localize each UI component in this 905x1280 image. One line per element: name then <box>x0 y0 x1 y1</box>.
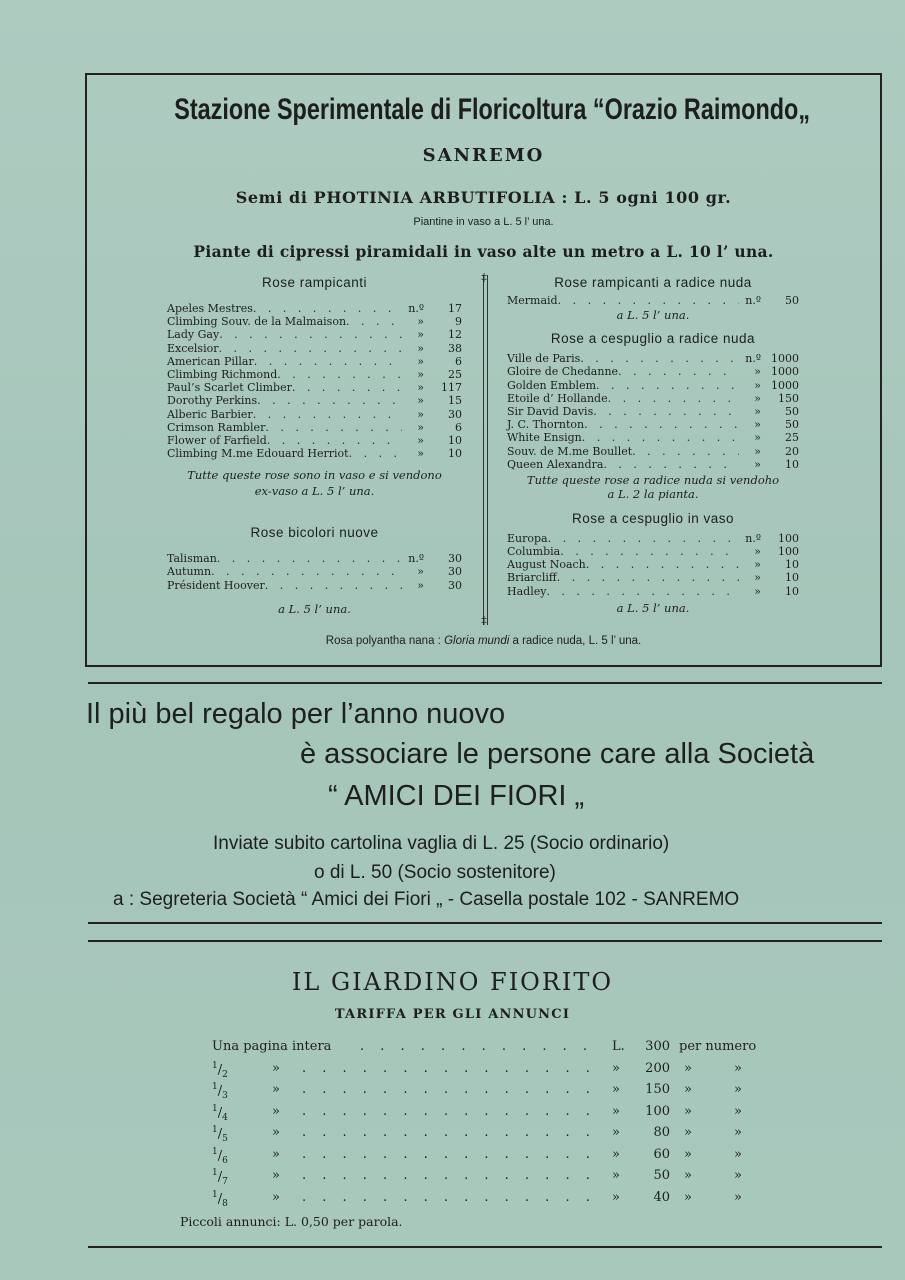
ditto-mark: » <box>272 1082 280 1097</box>
tariff-row <box>212 1104 772 1122</box>
rose-name: White Ensign <box>507 431 582 445</box>
ditto-mark: » <box>272 1103 280 1119</box>
gift-line-2: è associare le persone care alla Società <box>300 738 815 770</box>
leader-dots <box>632 445 739 458</box>
section-rule <box>88 682 882 684</box>
tariff-size-label: $^1/_7$ <box>212 1168 228 1187</box>
ditto-mark: » <box>734 1189 742 1205</box>
list-item <box>167 381 462 394</box>
rose-name: Mermaid <box>507 294 558 307</box>
unit-label: » <box>754 584 761 598</box>
quantity: 150 <box>778 391 799 405</box>
unit-label: » <box>754 404 761 418</box>
ditto-mark: » <box>684 1103 692 1119</box>
pot-bush-note: a L. 5 l’ una. <box>616 600 690 615</box>
quantity: 6 <box>455 354 462 368</box>
list-item <box>167 408 462 421</box>
leader-dots <box>580 352 739 365</box>
ditto-mark: » <box>734 1125 742 1140</box>
tariff-size-label: Una pagina intera <box>212 1039 332 1054</box>
quantity: 50 <box>785 294 799 307</box>
leader-dots <box>219 328 402 341</box>
ditto-mark: » <box>272 1168 280 1183</box>
rose-name: Crimson Rambler <box>167 420 266 434</box>
unit-label: » <box>417 447 424 461</box>
tariff-row <box>212 1168 772 1186</box>
leader-dots <box>253 408 402 421</box>
fraction-denominator: 2 <box>222 1069 228 1080</box>
rose-name: Alberic Barbier <box>167 407 253 421</box>
tariff-row <box>212 1190 772 1208</box>
leader-dots <box>302 1082 602 1097</box>
quantity: 10 <box>785 571 799 585</box>
unit-label: » <box>754 378 761 392</box>
leader-dots <box>360 1039 602 1054</box>
note-line: Tutte queste rose a radice nuda si vendoho <box>526 472 780 487</box>
note-line: a L. 2 la pianta. <box>607 486 699 501</box>
unit-label: » <box>754 418 761 432</box>
rose-name: Gloire de Chedanne <box>507 365 619 379</box>
rose-name: Ville de Paris <box>507 352 581 366</box>
leader-dots <box>586 558 739 571</box>
list-item <box>167 342 462 355</box>
leader-dots <box>546 585 739 598</box>
quantity: 10 <box>785 584 799 598</box>
column-divider <box>481 271 488 627</box>
list-item <box>167 447 462 460</box>
left-column <box>167 275 462 617</box>
currency-label: » <box>612 1189 620 1205</box>
quantity: 1000 <box>771 378 799 392</box>
fraction-denominator: 5 <box>222 1133 228 1144</box>
rose-name: Queen Alexandra <box>507 457 604 471</box>
climbing-roses-list <box>167 302 462 460</box>
leader-dots <box>608 392 739 405</box>
quantity: 25 <box>448 367 462 381</box>
leader-dots <box>560 545 739 558</box>
fraction-numerator: 1 <box>212 1103 218 1114</box>
rose-name: Apeles Mestres <box>167 302 253 315</box>
price: 100 <box>645 1103 670 1119</box>
rose-name: Excelsior <box>167 341 219 355</box>
price: 40 <box>653 1189 670 1205</box>
rose-name: Climbing M.me Edouard Herriot <box>167 447 349 461</box>
list-item <box>167 421 462 434</box>
floriculture-ad-box <box>85 73 882 667</box>
list-item <box>507 558 799 571</box>
leader-dots <box>618 365 739 378</box>
rose-name: Europa <box>507 531 548 545</box>
currency-label: » <box>612 1125 620 1140</box>
rose-name: August Noach <box>507 558 586 572</box>
small-ads-line: Piccoli annunci: L. 0,50 per parola. <box>180 1214 403 1229</box>
fraction-numerator: 1 <box>212 1060 218 1071</box>
tariff-size-label: $^1/_5$ <box>212 1125 228 1144</box>
unit-label: » <box>417 341 424 355</box>
invite-line-1: Inviate subito cartolina vaglia di L. 25 (Socio ordinario) <box>213 833 670 854</box>
leader-dots <box>302 1125 602 1140</box>
quantity: 1000 <box>771 352 799 366</box>
invite-address: a : Segreteria Società “ Amici dei Fiori „ - Casella postale 102 - SANREMO <box>113 889 740 910</box>
quantity: 20 <box>785 444 799 458</box>
list-item <box>167 565 462 578</box>
leader-dots <box>217 552 402 565</box>
rose-name: Golden Emblem <box>507 378 597 392</box>
quantity: 12 <box>448 328 462 342</box>
rose-name: American Pillar <box>167 354 254 368</box>
leader-dots <box>557 571 739 584</box>
leader-dots <box>596 379 739 392</box>
leader-dots <box>302 1061 602 1076</box>
leader-dots <box>582 431 739 444</box>
note-line: ex-vaso a L. 5 l’ una. <box>254 484 375 499</box>
bare-climbing-note: a L. 5 l’ una. <box>616 308 690 323</box>
leader-dots <box>302 1190 602 1205</box>
quantity: 6 <box>455 420 462 434</box>
leader-dots <box>558 294 739 307</box>
per-issue-label: per numero <box>679 1039 757 1054</box>
price: 80 <box>653 1125 670 1140</box>
leader-dots <box>603 458 739 471</box>
list-item <box>167 302 462 315</box>
price: 50 <box>653 1168 670 1183</box>
leader-dots <box>548 532 739 545</box>
fraction-denominator: 3 <box>222 1090 228 1101</box>
fraction-denominator: 8 <box>222 1198 228 1209</box>
quantity: 50 <box>785 404 799 418</box>
unit-label: » <box>417 367 424 381</box>
rose-name: Talisman <box>167 552 217 566</box>
polyantha-prefix: Rosa polyantha nana : <box>325 635 441 647</box>
list-item <box>167 315 462 328</box>
quantity: 9 <box>455 315 462 329</box>
fraction-numerator: 1 <box>212 1146 218 1157</box>
list-item <box>507 545 799 558</box>
bare-bush-heading: Rose a cespuglio a radice nuda <box>550 331 756 347</box>
tariff-size-label: $^1/_4$ <box>212 1103 228 1123</box>
leader-dots <box>254 355 402 368</box>
ditto-mark: » <box>734 1082 742 1097</box>
unit-label: » <box>417 315 424 329</box>
bare-bush-list <box>507 352 799 471</box>
list-item <box>507 352 799 365</box>
ditto-mark: » <box>684 1125 692 1140</box>
bare-climbing-heading: Rose rampicanti a radice nuda <box>554 275 752 290</box>
rose-name: Président Hoover <box>167 578 265 592</box>
list-item <box>507 458 799 471</box>
climbing-roses-note <box>167 467 462 499</box>
leader-dots <box>253 302 402 315</box>
quantity: 100 <box>778 545 799 559</box>
unit-label: » <box>754 444 761 458</box>
list-item <box>507 585 799 598</box>
ditto-mark: » <box>734 1168 742 1183</box>
quantity: 38 <box>448 341 462 355</box>
section-rule <box>88 940 882 942</box>
ad-title: Stazione Sperimentale di Floricoltura “Orazio Raimondo„ <box>174 93 811 126</box>
ornament-icon: ‡ <box>481 271 487 284</box>
polyantha-suffix: a radice nuda, L. 5 l’ una. <box>512 635 642 647</box>
quantity: 10 <box>785 558 799 572</box>
polyantha-name: Gloria mundi <box>444 635 510 647</box>
ditto-mark: » <box>272 1146 280 1162</box>
ditto-mark: » <box>734 1146 742 1162</box>
quantity: 10 <box>448 447 462 461</box>
list-item <box>507 294 799 307</box>
list-item <box>167 355 462 368</box>
tariff-row <box>212 1039 772 1057</box>
tariff-subtitle: TARIFFA PER GLI ANNUNCI <box>334 1007 571 1022</box>
ditto-mark: » <box>684 1146 692 1162</box>
rose-name: Hadley <box>507 584 547 598</box>
unit-label: n.º <box>745 352 761 366</box>
ditto-mark: » <box>684 1189 692 1205</box>
ditto-mark: » <box>684 1082 692 1097</box>
leader-dots <box>302 1147 602 1162</box>
list-item <box>167 368 462 381</box>
quantity: 50 <box>785 418 799 432</box>
magazine-title: IL GIARDINO FIORITO <box>291 968 614 996</box>
list-item <box>507 418 799 431</box>
price: 150 <box>645 1082 670 1097</box>
unit-label: n.º <box>745 531 761 545</box>
tariff-row <box>212 1082 772 1100</box>
tariff-row <box>212 1147 772 1165</box>
quantity: 30 <box>448 552 462 566</box>
list-item <box>167 394 462 407</box>
list-item <box>167 328 462 341</box>
unit-label: n.º <box>408 552 424 566</box>
quantity: 10 <box>785 457 799 471</box>
rose-name: Paul’s Scarlet Climber <box>167 381 292 395</box>
quantity: 15 <box>448 394 462 408</box>
leader-dots <box>267 434 402 447</box>
tariff-size-label: $^1/_3$ <box>212 1082 228 1101</box>
leader-dots <box>593 405 739 418</box>
leader-dots <box>584 418 739 431</box>
ditto-mark: » <box>272 1060 280 1076</box>
quantity: 30 <box>448 407 462 421</box>
ditto-mark: » <box>734 1060 742 1076</box>
fraction-numerator: 1 <box>212 1168 218 1178</box>
pot-bush-list <box>507 532 799 598</box>
fraction-denominator: 6 <box>222 1155 228 1166</box>
unit-label: n.º <box>408 302 424 315</box>
ad-city: SANREMO <box>422 145 545 166</box>
unit-label: » <box>417 407 424 421</box>
price: 300 <box>645 1039 670 1054</box>
bare-climbing-list <box>507 294 799 307</box>
leader-dots <box>265 579 402 592</box>
ornament-icon: ‡ <box>481 614 487 627</box>
leader-dots <box>257 394 402 407</box>
currency-label: » <box>612 1146 620 1162</box>
rose-name: Flower of Farfield <box>167 433 267 447</box>
rose-name: Lady Gay <box>167 328 220 342</box>
tariff-size-label: $^1/_8$ <box>212 1189 228 1209</box>
gift-line-1: Il più bel regalo per l’anno nuovo <box>86 698 506 730</box>
bicolor-roses-heading: Rose bicolori nuove <box>250 525 379 541</box>
fraction-numerator: 1 <box>212 1082 218 1092</box>
list-item <box>507 392 799 405</box>
leader-dots <box>302 1168 602 1183</box>
rose-name: Sir David Davis <box>507 404 594 418</box>
rose-name: Souv. de M.me Boullet <box>507 444 633 458</box>
polyantha-line <box>87 635 880 647</box>
leader-dots <box>265 421 402 434</box>
list-item <box>507 445 799 458</box>
ditto-mark: » <box>272 1125 280 1140</box>
quantity: 10 <box>448 433 462 447</box>
currency-label: » <box>612 1168 620 1183</box>
list-item <box>507 532 799 545</box>
rose-name: Climbing Richmond <box>167 367 278 381</box>
currency-label: » <box>612 1060 620 1076</box>
leader-dots <box>349 447 402 460</box>
list-item <box>167 434 462 447</box>
pot-bush-heading: Rose a cespuglio in vaso <box>571 510 735 526</box>
rose-name: Columbia <box>507 545 561 559</box>
tariff-size-label: $^1/_6$ <box>212 1146 228 1166</box>
unit-label: » <box>417 354 424 368</box>
fraction-numerator: 1 <box>212 1125 218 1135</box>
note-line: Tutte queste rose sono in vaso e si vendono <box>187 468 442 483</box>
leader-dots <box>292 381 402 394</box>
price: 60 <box>653 1146 670 1162</box>
rose-name: Autumn <box>167 565 212 579</box>
quantity: 100 <box>778 531 799 545</box>
list-item <box>507 571 799 584</box>
rose-name: J. C. Thornton <box>507 418 585 432</box>
section-rule <box>88 1246 882 1248</box>
society-name: “ AMICI DEI FIORI „ <box>328 780 585 812</box>
currency-label: L. <box>612 1039 625 1054</box>
fraction-denominator: 4 <box>222 1112 228 1123</box>
unit-label: » <box>417 578 424 592</box>
unit-label: » <box>754 571 761 585</box>
fraction-numerator: 1 <box>212 1189 218 1200</box>
unit-label: » <box>417 394 424 408</box>
list-item <box>507 365 799 378</box>
bicolor-roses-list <box>167 552 462 592</box>
rose-name: Dorothy Perkins <box>167 394 258 408</box>
unit-label: » <box>754 457 761 471</box>
unit-label: » <box>417 565 424 579</box>
list-item <box>167 552 462 565</box>
unit-label: » <box>417 381 424 395</box>
list-item <box>167 579 462 592</box>
bare-bush-note <box>507 473 799 501</box>
right-column <box>507 275 799 616</box>
unit-label: » <box>754 431 761 445</box>
quantity: 25 <box>785 431 799 445</box>
currency-label: » <box>612 1103 620 1119</box>
unit-label: » <box>417 433 424 447</box>
seeds-line: Semi di PHOTINIA ARBUTIFOLIA : L. 5 ogni 100 gr. <box>235 188 732 207</box>
tariff-size-label: $^1/_2$ <box>212 1060 228 1080</box>
leader-dots <box>302 1104 602 1119</box>
bicolor-roses-note: a L. 5 l’ una. <box>278 601 351 616</box>
section-rule <box>88 922 882 924</box>
unit-label: » <box>417 420 424 434</box>
quantity: 30 <box>448 578 462 592</box>
quantity: 117 <box>441 381 462 395</box>
quantity: 17 <box>448 302 462 315</box>
leader-dots <box>277 368 402 381</box>
price: 200 <box>645 1060 670 1076</box>
unit-label: n.º <box>745 294 761 307</box>
unit-label: » <box>754 365 761 379</box>
leader-dots <box>211 565 402 578</box>
ditto-mark: » <box>684 1168 692 1183</box>
rose-name: Briarcliff <box>507 571 557 585</box>
climbing-roses-heading: Rose rampicanti <box>261 275 368 290</box>
cypress-line: Piante di cipressi piramidali in vaso alte un metro a L. 10 l’ una. <box>193 242 774 261</box>
ditto-mark: » <box>684 1060 692 1076</box>
invite-line-2: o di L. 50 (Socio sostenitore) <box>314 862 556 883</box>
currency-label: » <box>612 1082 620 1097</box>
list-item <box>507 379 799 392</box>
plants-line: Piantine in vaso a L. 5 l’ una. <box>413 216 554 228</box>
quantity: 30 <box>448 565 462 579</box>
tariff-row <box>212 1125 772 1143</box>
leader-dots <box>346 315 402 328</box>
rose-name: Climbing Souv. de la Malmaison <box>167 315 347 329</box>
rose-name: Etoile d’ Hollande <box>507 391 608 405</box>
unit-label: » <box>754 545 761 559</box>
fraction-denominator: 7 <box>222 1176 228 1187</box>
list-item <box>507 405 799 418</box>
tariff-row <box>212 1061 772 1079</box>
quantity: 1000 <box>771 365 799 379</box>
unit-label: » <box>754 558 761 572</box>
ditto-mark: » <box>734 1103 742 1119</box>
unit-label: » <box>417 328 424 342</box>
leader-dots <box>218 342 402 355</box>
ditto-mark: » <box>272 1189 280 1205</box>
unit-label: » <box>754 391 761 405</box>
list-item <box>507 431 799 444</box>
